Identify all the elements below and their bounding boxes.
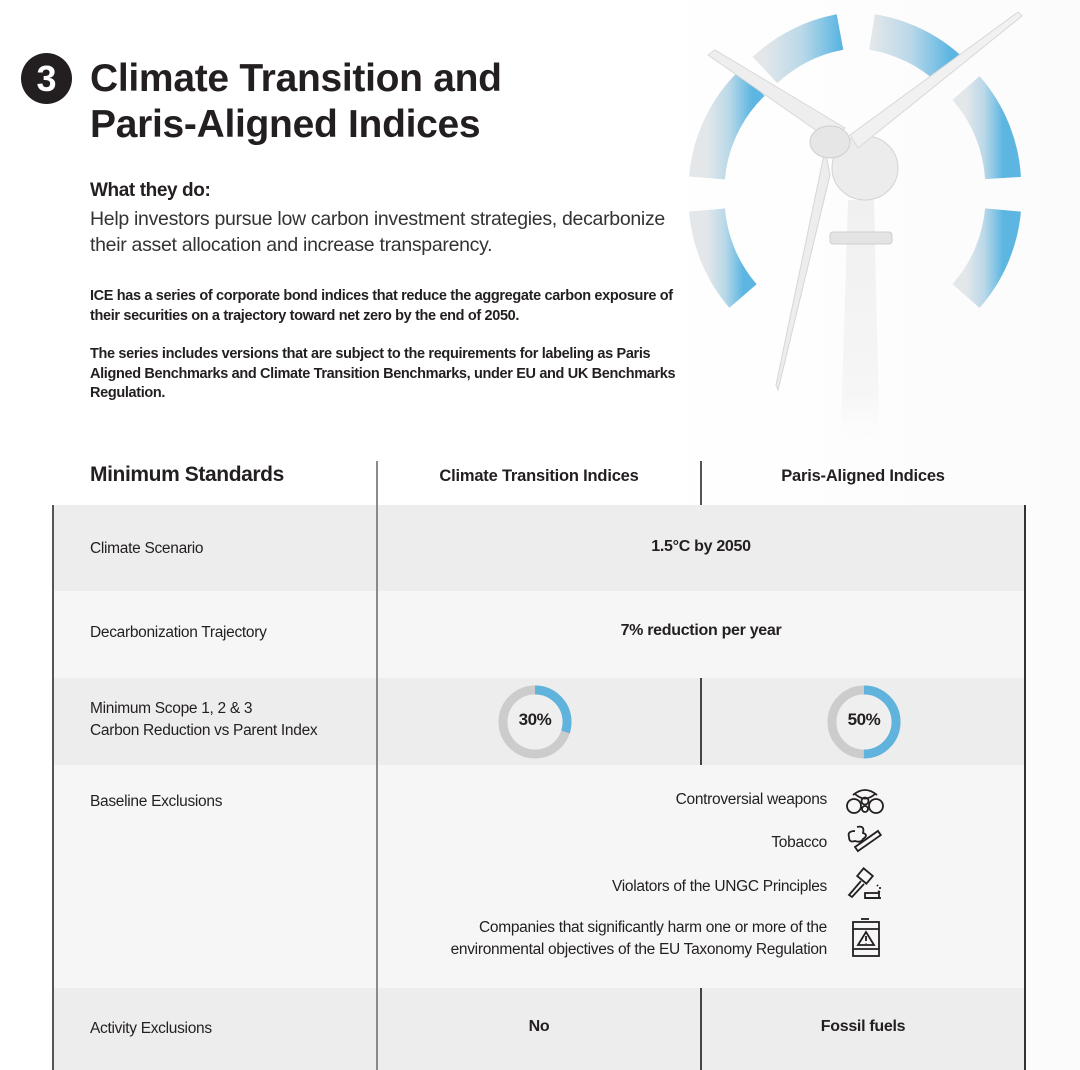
- table-header-paris-aligned: Paris-Aligned Indices: [781, 467, 945, 485]
- donut-value: 50%: [847, 710, 881, 729]
- exclusion-item: [377, 789, 827, 811]
- column-divider-label: [376, 461, 378, 1070]
- donut-chart-30: [497, 684, 573, 760]
- climate-transition-value: No: [528, 1018, 550, 1035]
- column-divider-header: [700, 461, 702, 505]
- donut-value: 30%: [518, 710, 552, 729]
- row-label: Decarbonization Trajectory: [90, 624, 267, 641]
- table-header-climate-transition: Climate Transition Indices: [439, 467, 639, 485]
- title-line-1: Climate Transition and: [90, 57, 502, 100]
- exclusion-text: Tobacco: [771, 834, 827, 851]
- row-label: Activity Exclusions: [90, 1020, 212, 1037]
- what-they-do-label: What they do:: [90, 180, 211, 201]
- what-they-do-text: Help investors pursue low carbon investment strategies, decarbonize their asset allocation and increase transparency.: [90, 208, 665, 256]
- column-divider-activity: [700, 988, 702, 1070]
- exclusion-text: Controversial weapons: [675, 791, 827, 808]
- exclusion-item: [377, 917, 827, 961]
- page-title: [90, 56, 502, 148]
- donut-chart-50: [826, 684, 902, 760]
- hazard-barrel-icon: [849, 917, 889, 957]
- row-label: Baseline Exclusions: [90, 793, 223, 810]
- table-row-climate-scenario: [53, 505, 1025, 591]
- description-paragraph-1: ICE has a series of corporate bond indices that reduce the aggregate carbon exposure of their securities on a trajectory toward net zero by the end of 2050.: [90, 288, 673, 324]
- table-header-minimum-standards: Minimum Standards: [90, 463, 284, 486]
- table-left-border: [52, 505, 54, 1070]
- exclusion-text-line-2: environmental objectives of the EU Taxonomy Regulation: [450, 941, 827, 958]
- row-value: 7% reduction per year: [620, 622, 782, 639]
- row-label-line-1: Minimum Scope 1, 2 & 3: [90, 700, 253, 717]
- table-row-baseline-exclusions: [53, 765, 1025, 988]
- gas-mask-icon: [845, 785, 885, 825]
- exclusion-item: [377, 832, 827, 854]
- table-row-decarbonization-trajectory: [53, 591, 1025, 678]
- table-row-carbon-reduction: [53, 678, 1025, 765]
- column-divider-carbon: [700, 678, 702, 765]
- description-paragraph-2: The series includes versions that are subject to the requirements for labeling as Paris Aligned Benchmarks and Climate Transition Benchmarks, under EU and UK Benchmarks Regulation.: [90, 346, 676, 401]
- row-label: Climate Scenario: [90, 540, 204, 557]
- cigarette-icon: [845, 823, 885, 863]
- paris-aligned-value: Fossil fuels: [820, 1018, 906, 1035]
- exclusion-text: [451, 917, 827, 961]
- exclusion-text: Violators of the UNGC Principles: [612, 878, 827, 895]
- row-value: 1.5°C by 2050: [651, 538, 751, 555]
- row-label-line-2: Carbon Reduction vs Parent Index: [90, 722, 318, 739]
- table-row-activity-exclusions: [53, 988, 1025, 1070]
- gavel-icon: [845, 867, 885, 907]
- exclusion-item: [377, 876, 827, 898]
- title-line-2: Paris-Aligned Indices: [90, 103, 481, 146]
- row-label: [90, 698, 317, 742]
- wind-turbine-illustration: [680, 0, 1080, 460]
- section-number-badge: 3: [21, 53, 72, 104]
- exclusion-text-line-1: Companies that significantly harm one or more of the: [479, 919, 827, 936]
- table-right-border: [1024, 505, 1026, 1070]
